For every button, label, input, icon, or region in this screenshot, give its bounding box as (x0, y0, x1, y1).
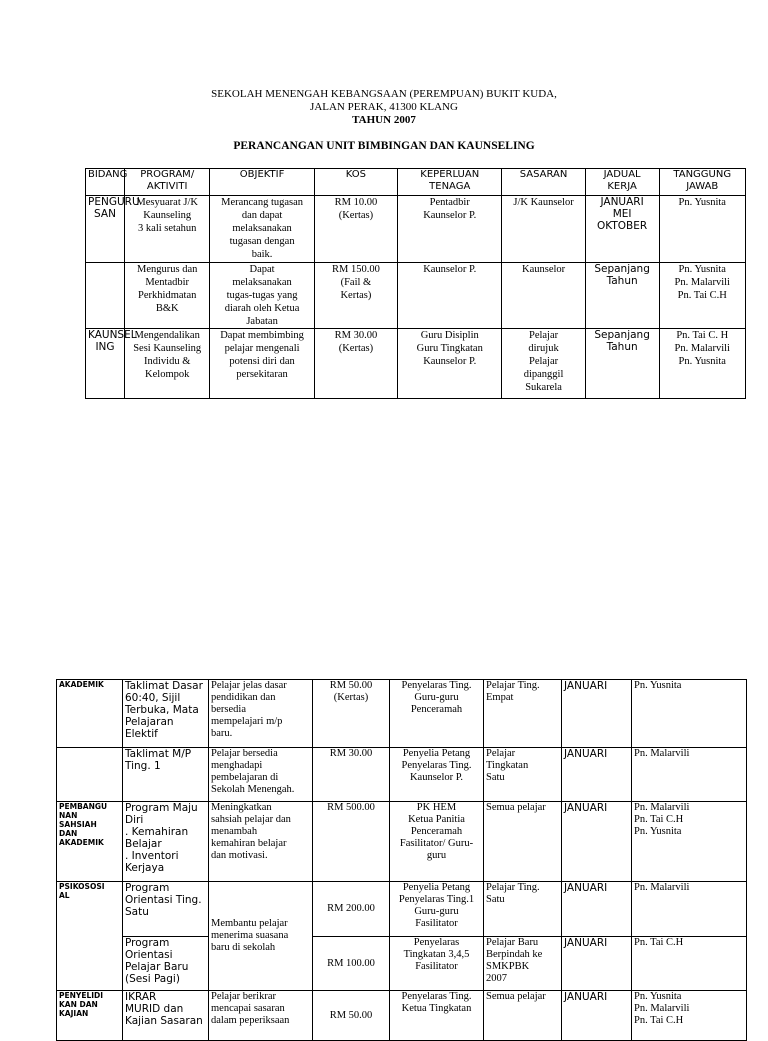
cell-line: . Kemahiran (125, 826, 189, 838)
cell-objektif (209, 748, 313, 802)
cell-line: Kelompok (145, 369, 190, 380)
cell-line: Pn. Tai C.H (634, 814, 684, 825)
cell-line: AKADEMIK (59, 680, 104, 689)
cell-line: Kaunselor (521, 264, 566, 275)
cell-line: PEMBANGU (59, 802, 108, 811)
cell-tenaga (398, 329, 502, 399)
cell-line: Empat (486, 692, 514, 703)
cell-line: Penyelaras Ting. (401, 760, 472, 771)
cell-line: dirujuk (528, 343, 559, 354)
cell-line: Pn. Tai C.H (634, 1015, 684, 1026)
cell-tenaga (390, 748, 484, 802)
cell-line: dan motivasi. (211, 850, 268, 861)
cell-line: Elektif (125, 728, 158, 740)
table2-row (57, 882, 747, 937)
cell-line: tugas-tugas yang (226, 290, 298, 301)
cell-line: Pn. Tai C.H (677, 290, 727, 301)
cell-line: Pelajar bersedia (211, 748, 278, 759)
cell-jadual (585, 263, 659, 329)
cell-line: Membantu pelajar (211, 918, 288, 929)
cell-line: Sesi Kaunseling (133, 343, 202, 354)
cell-line: diarah oleh Ketua (224, 303, 300, 314)
cell-tenaga (390, 680, 484, 748)
cell-line: KERJA (607, 181, 637, 192)
cell-line: Fasilitator (415, 961, 458, 972)
cell-line: Taklimat M/P (125, 748, 192, 760)
table1-row (86, 263, 746, 329)
cell-kos (314, 329, 397, 399)
cell-line: Pelajar (528, 356, 559, 367)
cell-line: Penyelaras Ting. (401, 680, 472, 691)
cell-line: Mengendalikan (134, 330, 200, 341)
cell-line: Pn. Yusnita (678, 197, 726, 208)
cell-line: Kaunselor P. (423, 264, 477, 275)
cell-line: Penceramah (410, 826, 463, 837)
cell-line: (Fail & (340, 277, 372, 288)
cell-objektif (209, 802, 313, 882)
cell-line: RM 100.00 (327, 957, 375, 969)
table2-row (57, 937, 747, 991)
cell-line: Kajian Sasaran (125, 1015, 203, 1027)
cell-jadual (585, 196, 659, 263)
cell-objektif (209, 680, 313, 748)
cell-line: melaksanakan (232, 223, 292, 234)
cell-line: Orientasi (125, 949, 173, 961)
cell-objektif (209, 882, 313, 991)
cell-line: baru. (211, 728, 233, 739)
table1-header-row (86, 169, 746, 196)
cell-jawab (632, 748, 747, 802)
cell-line: Pelajar jelas dasar (211, 680, 287, 691)
cell-line: kemahiran belajar (211, 838, 287, 849)
cell-jawab (632, 991, 747, 1041)
cell-line: Guru Disiplin (420, 330, 479, 341)
cell-line: Program (125, 937, 170, 949)
cell-bidang (86, 196, 140, 263)
cell-line: Pelajar Baru (125, 961, 189, 973)
cell-line: OKTOBER (597, 220, 648, 232)
cell-line: JANUARI (564, 802, 608, 814)
cell-line: (Kertas) (333, 692, 369, 703)
cell-line: mencapai sasaran (211, 1003, 285, 1014)
table1-row (86, 329, 746, 399)
cell-line: JANUARI (564, 937, 608, 949)
cell-line: RM 150.00 (331, 264, 380, 275)
cell-line: Individu & (144, 356, 191, 367)
cell-line: (Sesi Pagi) (125, 973, 180, 985)
cell-line: pelajar mengenali (224, 343, 300, 354)
cell-line: 2007 (486, 973, 507, 984)
cell-line: Mesyuarat J/K (136, 197, 198, 208)
column-header (210, 169, 314, 196)
cell-jadual (562, 937, 632, 991)
table2-row (57, 680, 747, 748)
cell-line: Pn. Yusnita (678, 356, 726, 367)
cell-tenaga (398, 263, 502, 329)
cell-line: TANGGUNG (673, 169, 732, 180)
cell-line: baru di sekolah (211, 942, 276, 953)
cell-bidang (57, 882, 123, 991)
cell-line: Kerjaya (125, 862, 165, 874)
cell-line: JAWAB (686, 181, 719, 192)
cell-line: Kaunselor P. (423, 356, 477, 367)
cell-line: MURID dan (125, 1003, 184, 1015)
table2-row (57, 802, 747, 882)
column-header (659, 169, 746, 196)
cell-tenaga (398, 196, 502, 263)
cell-tenaga (390, 937, 484, 991)
cell-line: RM 30.00 (329, 748, 373, 759)
plan-table-2 (56, 679, 747, 1041)
cell-line: Kaunselor P. (423, 210, 477, 221)
cell-jawab (659, 329, 746, 399)
cell-line: JANUARI (564, 882, 608, 894)
cell-line: Program Maju (125, 802, 198, 814)
cell-line: PENYELIDI (59, 991, 104, 1000)
cell-line: Pentadbir (429, 197, 470, 208)
cell-sasaran (484, 882, 562, 937)
table2-row (57, 748, 747, 802)
cell-line: Satu (486, 894, 505, 905)
cell-line: Tahun (606, 341, 638, 353)
cell-program (123, 748, 209, 802)
cell-line: Mentadbir (145, 277, 190, 288)
cell-line: Pelajar Ting. (486, 680, 540, 691)
cell-line: Sepanjang (594, 263, 650, 275)
cell-sasaran (484, 991, 562, 1041)
cell-line: Pn. Malarvili (674, 343, 730, 354)
cell-line: dalam peperiksaan (211, 1015, 290, 1026)
cell-line: dan dapat (241, 210, 283, 221)
cell-line: BIDANG (88, 169, 128, 180)
cell-line: SAHSIAH (59, 820, 97, 829)
cell-jadual (562, 680, 632, 748)
cell-line: JADUAL (603, 169, 641, 180)
cell-line: Pn. Malarvili (634, 882, 690, 893)
cell-line: Ting. 1 (125, 760, 161, 772)
cell-line: NAN (59, 811, 78, 820)
cell-kos (314, 263, 397, 329)
cell-line: . Inventori (125, 850, 179, 862)
cell-line: Pn. Yusnita (634, 680, 682, 691)
cell-line: Pn. Malarvili (634, 1003, 690, 1014)
cell-line: J/K Kaunselor (513, 197, 574, 208)
cell-line: AKTIVITI (146, 181, 188, 192)
cell-line: Pn. Malarvili (634, 802, 690, 813)
cell-line: guru (426, 850, 447, 861)
cell-program (123, 882, 209, 937)
cell-line: KAUNSEL (88, 329, 137, 341)
cell-program (125, 329, 210, 399)
column-header (502, 169, 585, 196)
cell-sasaran (502, 329, 585, 399)
cell-line: RM 10.00 (334, 197, 378, 208)
cell-line: Guru Tingkatan (416, 343, 483, 354)
cell-line: Pn. Malarvili (674, 277, 730, 288)
cell-bidang (86, 263, 125, 329)
cell-line: Perkhidmatan (138, 290, 197, 301)
cell-kos (313, 937, 390, 991)
cell-line: RM 30.00 (334, 330, 378, 341)
cell-line: SASARAN (519, 169, 568, 180)
cell-jawab (632, 802, 747, 882)
cell-line: PROGRAM/ (140, 169, 195, 180)
cell-line: PSIKOSOSI (59, 882, 105, 891)
cell-line: menambah (211, 826, 258, 837)
cell-line: Kertas) (340, 290, 372, 301)
cell-line: JANUARI (564, 748, 608, 760)
cell-line: (Kertas) (338, 343, 374, 354)
cell-program (125, 263, 210, 329)
cell-line: Ketua Tingkatan (401, 1003, 472, 1014)
column-header (585, 169, 659, 196)
cell-kos (313, 882, 390, 937)
cell-line: Jabatan (246, 316, 278, 327)
cell-line: Sepanjang (594, 329, 650, 341)
cell-jadual (562, 991, 632, 1041)
cell-line: Kaunseling (143, 210, 192, 221)
cell-kos (314, 196, 397, 263)
cell-jawab (632, 680, 747, 748)
cell-line: Penyelia Petang (402, 748, 471, 759)
cell-line: Meningkatkan (211, 802, 272, 813)
cell-line: Pn. Tai C. H (676, 330, 729, 341)
column-header (314, 169, 397, 196)
cell-line: KAJIAN (59, 1009, 89, 1018)
cell-line: JANUARI (600, 196, 644, 208)
cell-line: PENGURU (88, 196, 140, 208)
cell-line: Penyelia Petang (402, 882, 471, 893)
cell-jawab (659, 263, 746, 329)
cell-line: Merancang tugasan (221, 197, 304, 208)
cell-line: Dapat (249, 264, 275, 275)
cell-program (123, 991, 209, 1041)
cell-program (123, 937, 209, 991)
cell-line: tugasan dengan (229, 236, 295, 247)
cell-sasaran (484, 802, 562, 882)
cell-line: Guru-guru (414, 692, 459, 703)
cell-line: sahsiah pelajar dan (211, 814, 291, 825)
cell-line: bersedia (211, 704, 246, 715)
cell-objektif (210, 263, 314, 329)
cell-line: RM 500.00 (327, 802, 375, 813)
cell-line: persekitaran (236, 369, 288, 380)
cell-line: RM 50.00 (329, 1009, 373, 1021)
cell-line: KAN DAN (59, 1000, 98, 1009)
cell-program (123, 802, 209, 882)
cell-line: Fasilitator (415, 918, 458, 929)
cell-line: Fasilitator/ Guru- (399, 838, 474, 849)
cell-line: 60:40, Sijil (125, 692, 181, 704)
cell-line: SAN (94, 208, 116, 220)
cell-line: Penceramah (410, 704, 463, 715)
cell-jadual (562, 748, 632, 802)
cell-line: pembelajaran di (211, 772, 279, 783)
cell-line: Pelajar Baru (486, 937, 539, 948)
cell-line: Tingkatan 3,4,5 (403, 949, 470, 960)
cell-line: Sukarela (525, 382, 562, 393)
cell-line: potensi diri dan (229, 356, 295, 367)
cell-objektif (209, 991, 313, 1041)
cell-line: Pelajar (528, 330, 559, 341)
cell-line: Dapat membimbing (220, 330, 304, 341)
cell-line: Terbuka, Mata (125, 704, 199, 716)
cell-line: Kaunselor P. (409, 772, 464, 783)
cell-line: AL (59, 891, 70, 900)
cell-line: Pelajar berikrar (211, 991, 277, 1002)
cell-line: dipanggil (523, 369, 564, 380)
cell-line: Penyelaras Ting.1 (398, 894, 475, 905)
cell-line: pendidikan dan (211, 692, 276, 703)
cell-line: baik. (251, 249, 273, 260)
cell-line: menerima suasana (211, 930, 289, 941)
cell-line: MEI (612, 208, 632, 220)
cell-kos (313, 748, 390, 802)
cell-kos (313, 680, 390, 748)
cell-line: Pn. Yusnita (678, 264, 726, 275)
cell-bidang (86, 329, 137, 399)
cell-objektif (210, 329, 314, 399)
cell-jadual (585, 329, 659, 399)
cell-line: 3 kali setahun (138, 223, 197, 234)
cell-line: RM 50.00 (329, 680, 373, 691)
cell-line: PK HEM (416, 802, 457, 813)
cell-line: Belajar (125, 838, 162, 850)
cell-line: Pn. Yusnita (634, 991, 682, 1002)
cell-sasaran (484, 680, 562, 748)
cell-line: Satu (125, 906, 149, 918)
cell-tenaga (390, 802, 484, 882)
cell-kos (313, 802, 390, 882)
cell-jadual (562, 882, 632, 937)
cell-line: Berpindah ke (486, 949, 543, 960)
cell-line: Orientasi Ting. (125, 894, 202, 906)
cell-line: Sekolah Menengah. (211, 784, 295, 795)
cell-sasaran (484, 748, 562, 802)
cell-line: Tingkatan (486, 760, 529, 771)
cell-line: Semua pelajar (486, 802, 546, 813)
column-header (125, 169, 210, 196)
cell-jawab (659, 196, 746, 263)
cell-tenaga (390, 882, 484, 937)
cell-sasaran (502, 196, 585, 263)
plan-table-1 (85, 168, 746, 399)
cell-line: Satu (486, 772, 505, 783)
cell-line: Pelajar (486, 748, 516, 759)
cell-line: AKADEMIK (59, 838, 104, 847)
cell-line: IKRAR (125, 991, 157, 1003)
document-title: PERANCANGAN UNIT BIMBINGAN DAN KAUNSELING (233, 140, 535, 152)
cell-line: Ketua Panitia (408, 814, 465, 825)
cell-program (123, 680, 209, 748)
cell-line: JANUARI (564, 991, 608, 1003)
cell-sasaran (484, 937, 562, 991)
cell-line: Pn. Tai C.H (634, 937, 684, 948)
cell-line: ING (95, 341, 115, 353)
cell-kos (313, 991, 390, 1041)
cell-line: OBJEKTIF (239, 169, 285, 180)
cell-line: KEPERLUAN (420, 169, 480, 180)
cell-line: (Kertas) (338, 210, 374, 221)
cell-line: Pelajaran (125, 716, 174, 728)
column-header (398, 169, 502, 196)
school-name: SEKOLAH MENENGAH KEBANGSAAN (PEREMPUAN) BUKIT KUDA, (211, 88, 557, 100)
cell-line: Mengurus dan (137, 264, 198, 275)
cell-line: Guru-guru (414, 906, 459, 917)
cell-line: Pelajar Ting. (486, 882, 540, 893)
document-year: TAHUN 2007 (352, 114, 416, 126)
cell-line: melaksanakan (232, 277, 292, 288)
cell-line: TENAGA (429, 181, 471, 192)
cell-line: menghadapi (211, 760, 263, 771)
cell-line: B&K (155, 303, 179, 314)
school-address: JALAN PERAK, 41300 KLANG (310, 101, 458, 113)
cell-line: Taklimat Dasar (125, 680, 203, 692)
cell-bidang (57, 802, 123, 882)
cell-bidang (57, 748, 123, 802)
cell-objektif (210, 196, 314, 263)
cell-sasaran (502, 263, 585, 329)
cell-line: Program (125, 882, 170, 894)
cell-bidang (57, 991, 123, 1041)
cell-line: Penyelaras Ting. (401, 991, 472, 1002)
cell-program (125, 196, 210, 263)
column-header (86, 169, 128, 196)
cell-line: Pn. Yusnita (634, 826, 682, 837)
cell-line: Penyelaras (413, 937, 460, 948)
table1-row (86, 196, 746, 263)
cell-jawab (632, 937, 747, 991)
cell-line: Pn. Malarvili (634, 748, 690, 759)
cell-jadual (562, 802, 632, 882)
cell-line: Diri (125, 814, 144, 826)
cell-line: SMKPBK (486, 961, 530, 972)
cell-bidang (57, 680, 123, 748)
table2-row (57, 991, 747, 1041)
cell-line: mempelajari m/p (211, 716, 283, 727)
cell-line: Semua pelajar (486, 991, 546, 1002)
cell-line: RM 200.00 (327, 903, 375, 914)
cell-line: Tahun (606, 275, 638, 287)
cell-line: KOS (345, 169, 367, 180)
cell-line: JANUARI (564, 680, 608, 692)
cell-line: DAN (59, 829, 78, 838)
cell-tenaga (390, 991, 484, 1041)
cell-jawab (632, 882, 747, 937)
